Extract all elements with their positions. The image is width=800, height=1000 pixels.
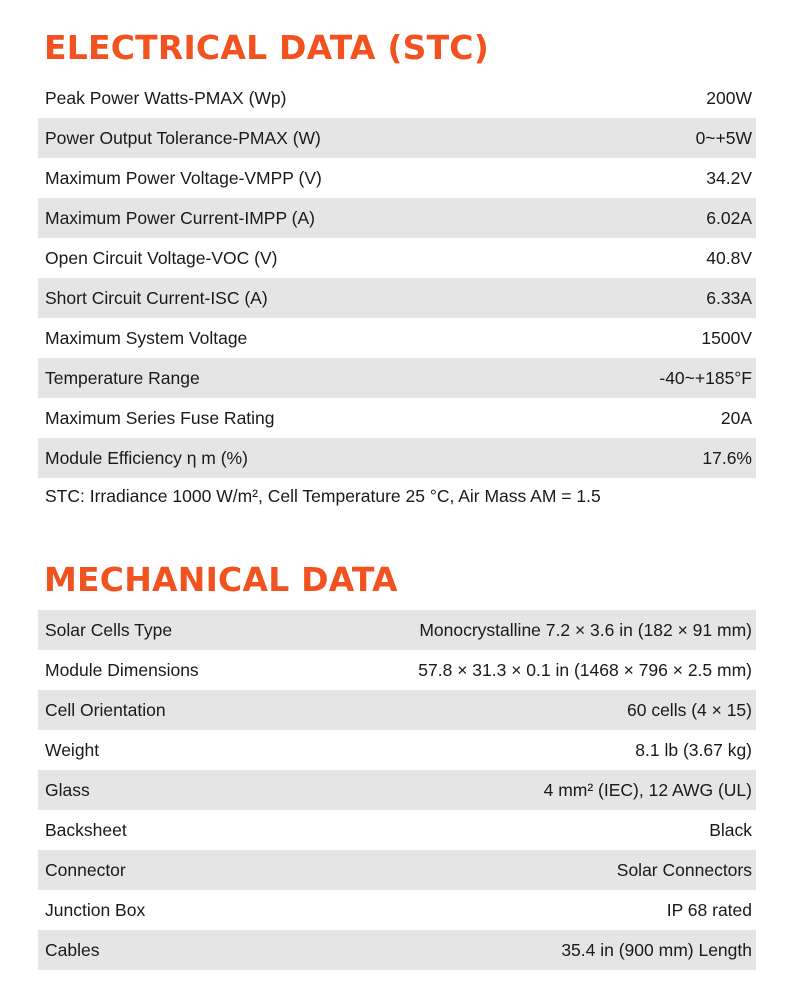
spec-value: 17.6% xyxy=(702,447,752,468)
spec-value: 40.8V xyxy=(706,247,752,268)
spec-label: Open Circuit Voltage-VOC (V) xyxy=(45,247,278,268)
spec-row-isc xyxy=(38,278,756,318)
spec-label: Glass xyxy=(45,779,90,800)
spec-value: 34.2V xyxy=(706,167,752,188)
spec-row-module-efficiency xyxy=(38,438,756,478)
spec-value: IP 68 rated xyxy=(666,899,752,920)
electrical-data-title: ELECTRICAL DATA (STC) xyxy=(44,28,490,67)
spec-row-fuse-rating xyxy=(38,398,756,438)
spec-row-vmpp xyxy=(38,158,756,198)
spec-label: Short Circuit Current-ISC (A) xyxy=(45,287,268,308)
spec-row-weight xyxy=(38,730,756,770)
spec-value: 0~+5W xyxy=(695,127,752,148)
spec-row-voc xyxy=(38,238,756,278)
spec-label: Maximum Power Current-IMPP (A) xyxy=(45,207,316,228)
spec-label: Backsheet xyxy=(45,819,127,840)
spec-value: 57.8 × 31.3 × 0.1 in (1468 × 796 × 2.5 mm) xyxy=(418,659,752,680)
spec-row-max-system-voltage xyxy=(38,318,756,358)
spec-value: 200W xyxy=(706,87,752,108)
spec-value: 1500V xyxy=(701,327,752,348)
spec-value: Solar Connectors xyxy=(616,859,752,880)
spec-value: 6.33A xyxy=(706,287,752,308)
spec-row-temperature-range xyxy=(38,358,756,398)
spec-row-solar-cells-type xyxy=(38,610,756,650)
spec-row-cables xyxy=(38,930,756,970)
spec-row-peak-power xyxy=(38,78,756,118)
spec-row-glass xyxy=(38,770,756,810)
spec-label: Maximum System Voltage xyxy=(45,327,248,348)
spec-row-impp xyxy=(38,198,756,238)
spec-row-junction-box xyxy=(38,890,756,930)
spec-label: Cell Orientation xyxy=(45,699,166,720)
spec-label: Maximum Power Voltage-VMPP (V) xyxy=(45,167,322,188)
spec-value: -40~+185°F xyxy=(659,367,752,388)
spec-label: Weight xyxy=(45,739,100,760)
spec-label: Peak Power Watts-PMAX (Wp) xyxy=(45,87,287,108)
stc-footnote: STC: Irradiance 1000 W/m², Cell Temperature 25 °C, Air Mass AM = 1.5 xyxy=(45,486,601,506)
spec-row-module-dimensions xyxy=(38,650,756,690)
spec-label: Connector xyxy=(45,859,126,880)
electrical-data-table xyxy=(38,78,756,478)
spec-label: Cables xyxy=(45,939,100,960)
mechanical-data-table xyxy=(38,610,756,970)
spec-label: Power Output Tolerance-PMAX (W) xyxy=(45,127,321,148)
spec-value: 4 mm² (IEC), 12 AWG (UL) xyxy=(543,779,752,800)
spec-label: Maximum Series Fuse Rating xyxy=(45,407,275,428)
spec-value: 60 cells (4 × 15) xyxy=(627,699,752,720)
spec-value: 20A xyxy=(720,407,752,428)
spec-row-power-tolerance xyxy=(38,118,756,158)
spec-value: 8.1 lb (3.67 kg) xyxy=(635,739,752,760)
spec-label: Solar Cells Type xyxy=(45,619,173,640)
spec-value: 6.02A xyxy=(706,207,752,228)
spec-row-cell-orientation xyxy=(38,690,756,730)
spec-row-connector xyxy=(38,850,756,890)
spec-row-backsheet xyxy=(38,810,756,850)
mechanical-data-title: MECHANICAL DATA xyxy=(44,560,398,599)
spec-label: Junction Box xyxy=(45,899,146,920)
spec-label: Module Efficiency η m (%) xyxy=(45,447,248,468)
spec-value: 35.4 in (900 mm) Length xyxy=(561,939,752,960)
spec-label: Module Dimensions xyxy=(45,659,199,680)
spec-label: Temperature Range xyxy=(45,367,200,388)
spec-value: Monocrystalline 7.2 × 3.6 in (182 × 91 mm) xyxy=(419,619,752,640)
spec-value: Black xyxy=(709,819,752,840)
